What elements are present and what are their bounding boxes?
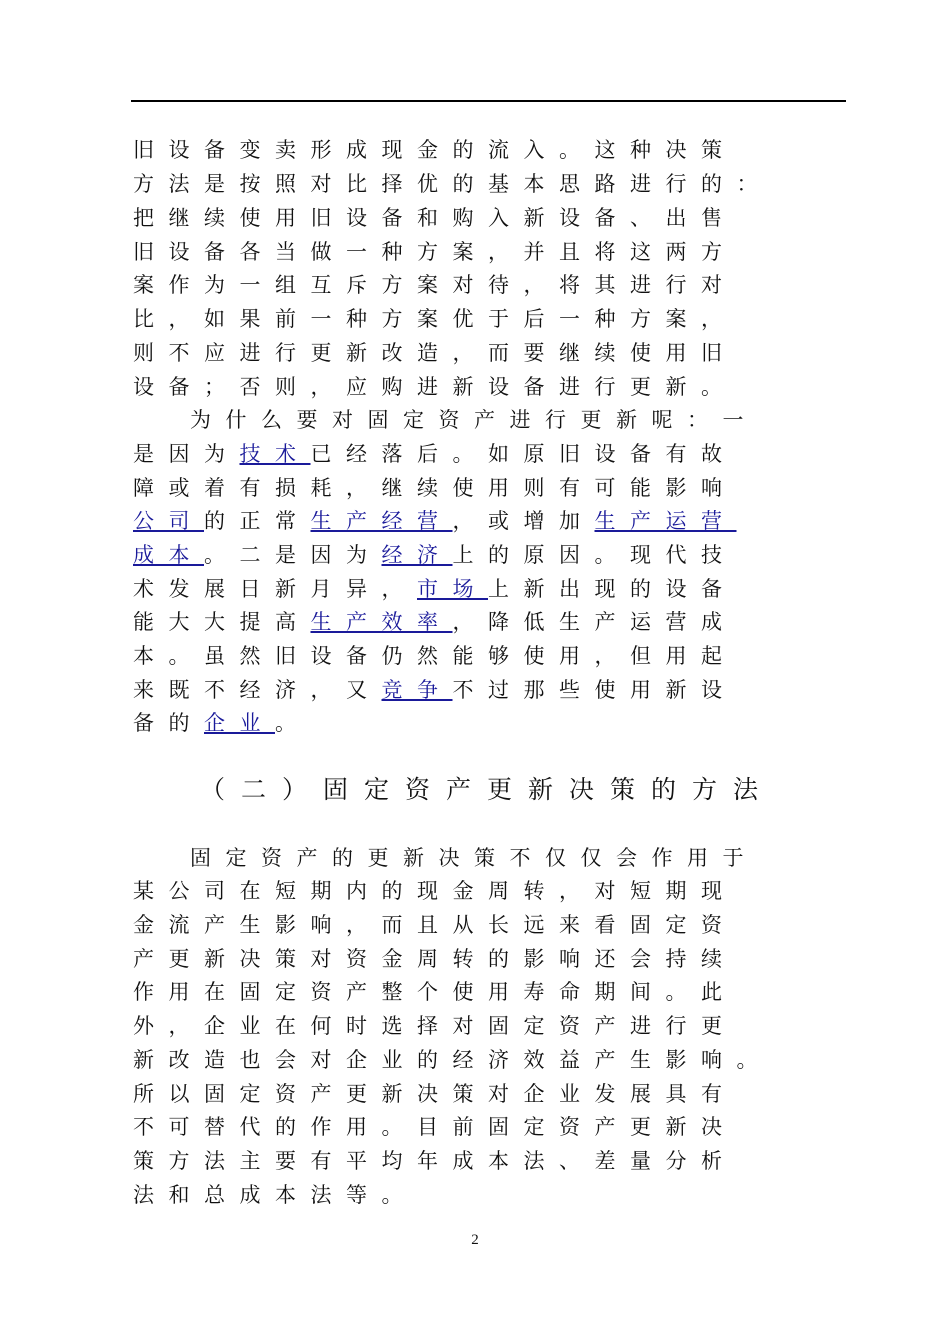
link-production-cost[interactable]: 生产运营 — [594, 509, 737, 533]
text-span: 备的 — [133, 711, 204, 735]
text-line: 方法是按照对比择优的基本思路进行的： — [133, 172, 772, 196]
text-span: 已经落后。如原旧设备有故 — [310, 442, 737, 466]
link-production-cost-cont[interactable]: 成本 — [133, 543, 204, 567]
text-span: 能大大提高 — [133, 610, 311, 634]
text-line: 不可替代的作用。目前固定资产更新决 — [133, 1115, 737, 1139]
text-line — [133, 607, 737, 637]
text-line — [133, 506, 737, 536]
text-span: 不过那些使用新设 — [452, 678, 737, 702]
text-line: 新改造也会对企业的经济效益产生影响。 — [133, 1048, 772, 1072]
text-line: 把继续使用旧设备和购入新设备、出售 — [133, 206, 737, 230]
text-line: 作用在固定资产整个使用寿命期间。此 — [133, 980, 737, 1004]
link-competition[interactable]: 竞争 — [381, 678, 453, 702]
page-number: 2 — [471, 1232, 479, 1248]
text-span: 来既不经济，又 — [133, 678, 382, 702]
text-line: 固定资产的更新决策不仅仅会作用于 — [190, 846, 758, 870]
text-line: 法和总成本法等。 — [133, 1183, 417, 1207]
text-line: 某公司在短期内的现金周转，对短期现 — [133, 879, 737, 903]
section-heading: （二）固定资产更新决策的方法 — [200, 775, 775, 804]
text-line: 旧设备各当做一种方案，并且将这两方 — [133, 240, 737, 264]
text-span: 。 — [275, 711, 311, 735]
text-line: 所以固定资产更新决策对企业发展具有 — [133, 1082, 737, 1106]
header-rule — [131, 100, 846, 102]
text-span: 上的原因。现代技 — [452, 543, 737, 567]
link-enterprise[interactable]: 企业 — [204, 711, 275, 735]
text-line: 障或着有损耗，继续使用则有可能影响 — [133, 476, 737, 500]
text-span: 上新出现的设备 — [488, 577, 737, 601]
text-line — [133, 574, 737, 604]
text-line: 外，企业在何时选择对固定资产进行更 — [133, 1014, 737, 1038]
text-line — [133, 675, 737, 705]
text-line: 本。虽然旧设备仍然能够使用，但用起 — [133, 644, 737, 668]
text-line — [133, 439, 737, 469]
text-line: 策方法主要有平均年成本法、差量分析 — [133, 1149, 737, 1173]
text-line — [133, 540, 737, 570]
text-line: 金流产生影响，而且从长远来看固定资 — [133, 913, 737, 937]
link-technology[interactable]: 技术 — [239, 442, 311, 466]
link-production-operation[interactable]: 生产经营 — [310, 509, 453, 533]
text-span: ，或增加 — [452, 509, 595, 533]
text-line: 案作为一组互斥方案对待，将其进行对 — [133, 273, 737, 297]
text-line: 产更新决策对资金周转的影响还会持续 — [133, 947, 737, 971]
link-company[interactable]: 公司 — [133, 509, 204, 533]
text-span: 是因为 — [133, 442, 240, 466]
text-span: 的正常 — [204, 509, 311, 533]
text-line: 为什么要对固定资产进行更新呢：一 — [190, 408, 758, 432]
text-line: 则不应进行更新改造，而要继续使用旧 — [133, 341, 737, 365]
text-line: 旧设备变卖形成现金的流入。这种决策 — [133, 138, 737, 162]
link-market[interactable]: 市场 — [417, 577, 488, 601]
text-span: ，降低生产运营成 — [452, 610, 737, 634]
text-line — [133, 708, 311, 738]
link-productivity[interactable]: 生产效率 — [310, 610, 453, 634]
text-line: 比，如果前一种方案优于后一种方案， — [133, 307, 737, 331]
text-span: 。二是因为 — [204, 543, 382, 567]
text-line: 设备；否则，应购进新设备进行更新。 — [133, 375, 737, 399]
text-span: 术发展日新月异， — [133, 577, 417, 601]
link-economy[interactable]: 经济 — [381, 543, 453, 567]
